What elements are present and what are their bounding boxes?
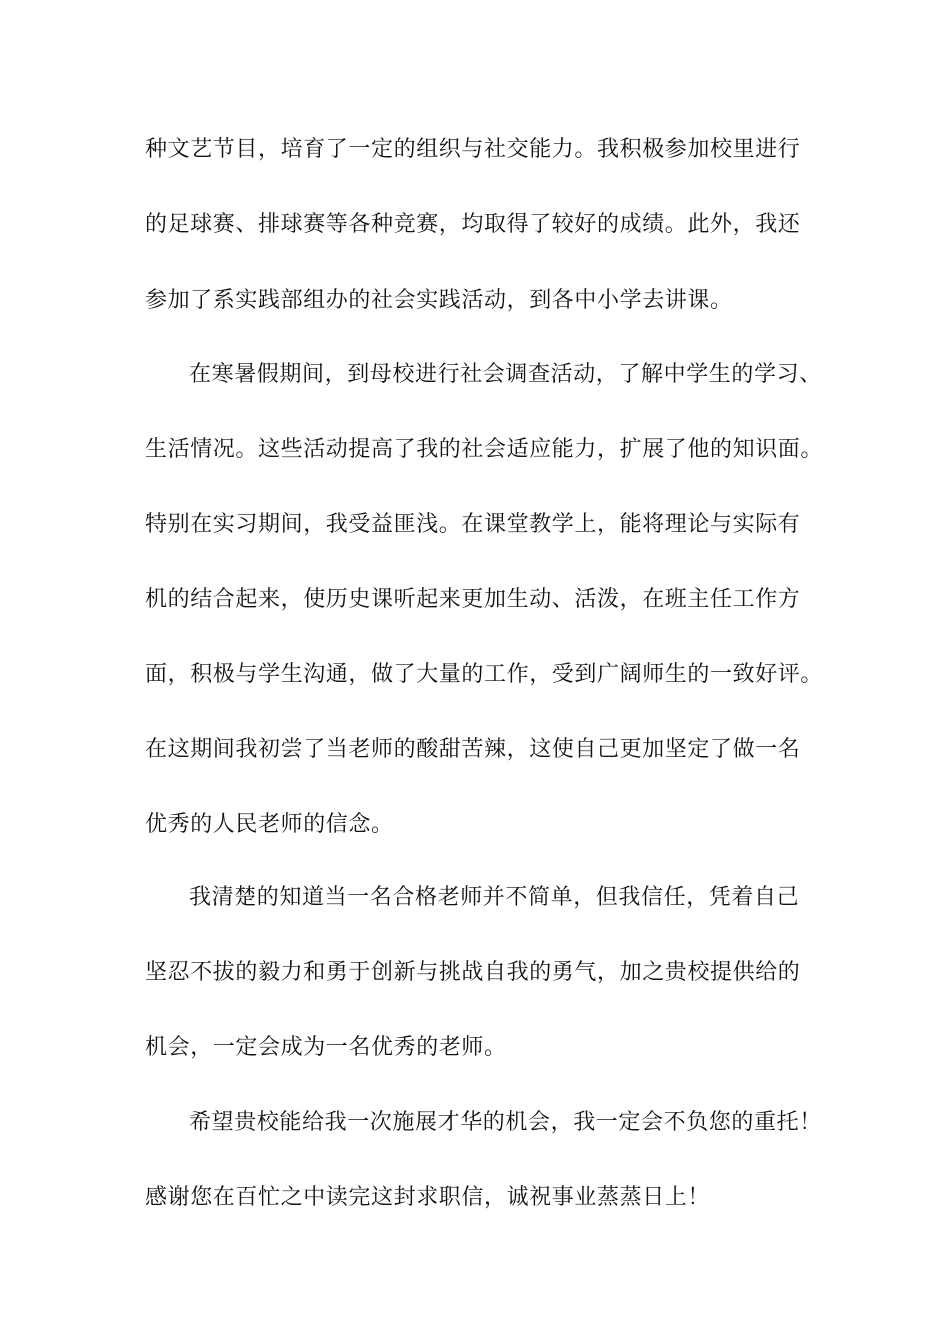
paragraph-line: 希望贵校能给我一次施展才华的机会，我一定会不负您的重托！ [189,1110,822,1135]
paragraph-line: 面，积极与学生沟通，做了大量的工作，受到广阔师生的一致好评。 [145,662,824,687]
paragraph-line: 的足球赛、排球赛等各种竞赛，均取得了较好的成绩。此外，我还 [145,212,801,237]
paragraph-line: 机的结合起来，使历史课听起来更加生动、活泼，在班主任工作方 [145,587,801,612]
paragraph-line: 生活情况。这些活动提高了我的社会适应能力，扩展了他的知识面。 [145,437,824,462]
paragraph-line: 种文艺节目，培育了一定的组织与社交能力。我积极参加校里进行 [145,137,801,162]
paragraph-line: 在这期间我初尝了当老师的酸甜苦辣，这使自己更加坚定了做一名 [145,737,801,762]
paragraph-line: 参加了系实践部组办的社会实践活动，到各中小学去讲课。 [145,288,733,313]
paragraph-line: 我清楚的知道当一名合格老师并不简单，但我信任，凭着自己 [189,885,800,910]
paragraph-line: 在寒暑假期间，到母校进行社会调查活动，了解中学生的学习、 [189,362,822,387]
paragraph-line: 特别在实习期间，我受益匪浅。在课堂教学上，能将理论与实际有 [145,512,801,537]
paragraph-line: 机会，一定会成为一名优秀的老师。 [145,1035,507,1060]
paragraph-line: 坚忍不拔的毅力和勇于创新与挑战自我的勇气，加之贵校提供给的 [145,960,801,985]
paragraph-line: 优秀的人民老师的信念。 [145,812,394,837]
paragraph-line: 感谢您在百忙之中读完这封求职信，诚祝事业蒸蒸日上！ [145,1185,711,1210]
